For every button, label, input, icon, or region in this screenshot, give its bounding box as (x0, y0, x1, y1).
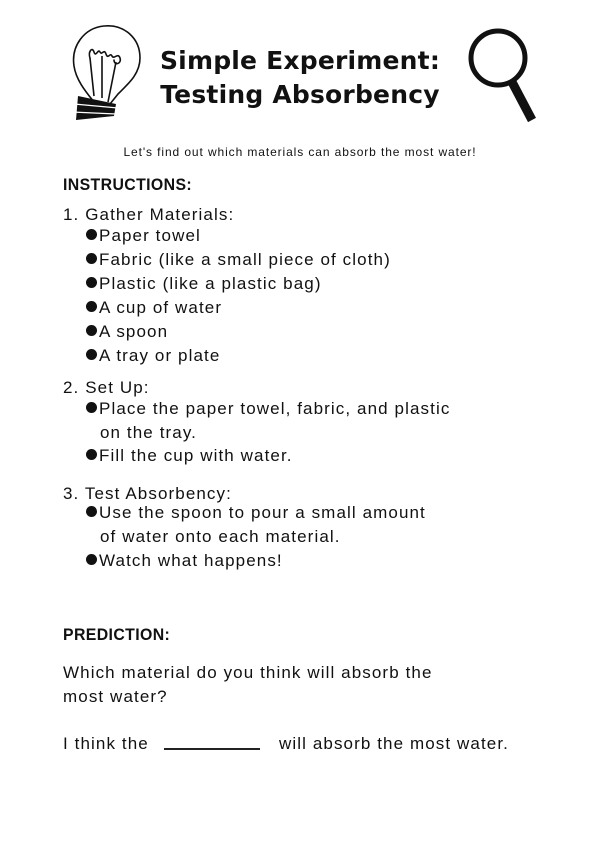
title-line-2: Testing Absorbency (160, 80, 440, 109)
list-item: Paper towel (86, 226, 201, 246)
list-item-continuation: of water onto each material. (100, 527, 341, 546)
prediction-blank[interactable] (164, 748, 260, 750)
step-3-title: 3. Test Absorbency: (63, 484, 232, 503)
list-item: Fabric (like a small piece of cloth) (86, 250, 391, 270)
bullet-icon (86, 349, 97, 360)
list-item: A cup of water (86, 298, 222, 318)
bullet-icon (86, 277, 97, 288)
list-item: Plastic (like a plastic bag) (86, 274, 322, 294)
bullet-icon (86, 301, 97, 312)
bullet-icon (86, 229, 97, 240)
bullet-icon (86, 325, 97, 336)
prediction-sentence-end: will absorb the most water. (279, 734, 510, 753)
bullet-icon (86, 506, 97, 517)
step-2-title: 2. Set Up: (63, 378, 150, 397)
bullet-icon (86, 253, 97, 264)
page-title (0, 44, 600, 112)
list-item: A spoon (86, 322, 168, 342)
instructions-heading: INSTRUCTIONS: (63, 176, 193, 194)
list-item: Watch what happens! (86, 551, 283, 571)
list-item: Use the spoon to pour a small amount (86, 503, 426, 523)
prediction-sentence-start: I think the (63, 734, 149, 753)
title-line-1: Simple Experiment: (159, 46, 441, 75)
bullet-icon (86, 449, 97, 460)
list-item: A tray or plate (86, 346, 220, 366)
list-item-continuation: on the tray. (100, 423, 197, 442)
bullet-icon (86, 402, 97, 413)
prediction-heading: PREDICTION: (63, 626, 171, 644)
prediction-question: Which material do you think will absorb the most water? (63, 663, 433, 706)
subtitle: Let's find out which materials can absorb the most water! (123, 145, 477, 159)
list-item: Fill the cup with water. (86, 446, 293, 466)
step-1-title: 1. Gather Materials: (63, 205, 235, 224)
bullet-icon (86, 554, 97, 565)
list-item: Place the paper towel, fabric, and plastic (86, 399, 450, 419)
